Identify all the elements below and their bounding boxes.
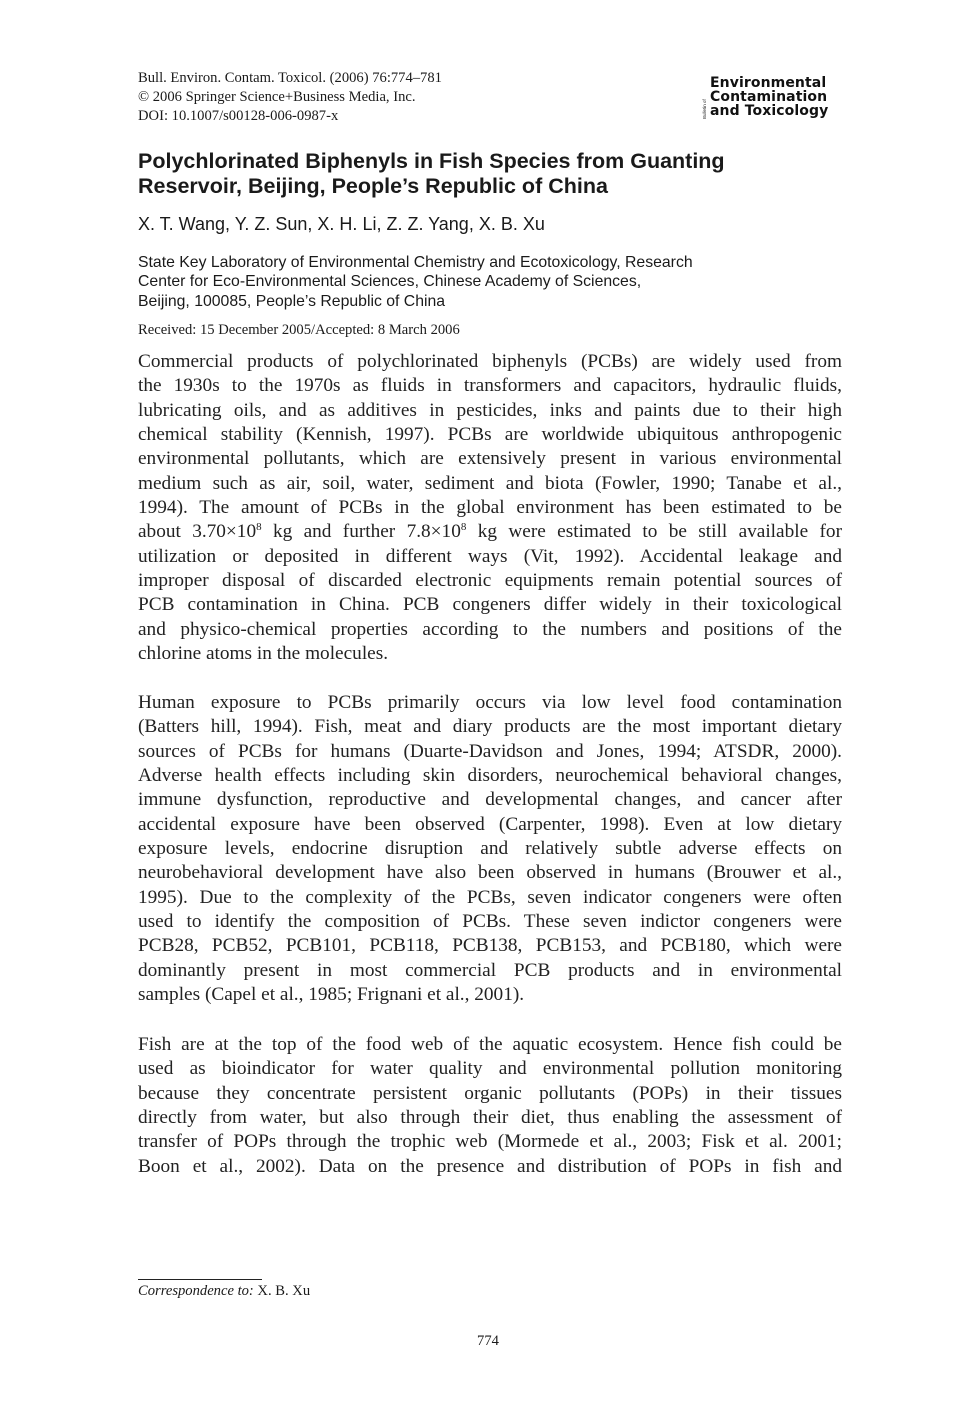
text-line: 1994). The amount of PCBs in the global environment has been estimated to be bbox=[138, 497, 842, 519]
correspondence-label: Correspondence to: bbox=[138, 1283, 254, 1299]
text-line: directly from water, but also through their diet, thus enabling the assessment of bbox=[138, 1107, 842, 1129]
text-line: accidental exposure have been observed (Carpenter, 1998). Even at low dietary bbox=[138, 813, 842, 835]
text-line: 1995). Due to the complexity of the PCBs, seven indicator congeners were often bbox=[138, 886, 842, 908]
text-line: utilization or deposited in different ways (Vit, 1992). Accidental leakage and bbox=[138, 545, 842, 567]
citation-line: Bull. Environ. Contam. Toxicol. (2006) 76:774–781 bbox=[138, 70, 442, 86]
superscript: 8 bbox=[460, 521, 467, 534]
authors: X. T. Wang, Y. Z. Sun, X. H. Li, Z. Z. Yang, X. B. Xu bbox=[138, 214, 545, 234]
text-line: PCB contamination in China. PCB congeners differ widely in their toxicological bbox=[138, 594, 842, 616]
citation-block bbox=[138, 69, 442, 126]
affiliation-line: Center for Eco-Environmental Sciences, Chinese Academy of Sciences, bbox=[138, 273, 642, 291]
title-line: Polychlorinated Biphenyls in Fish Species from Guanting bbox=[138, 149, 725, 173]
text-line: sources of PCBs for humans (Duarte-Davidson and Jones, 1994; ATSDR, 2000). bbox=[138, 740, 842, 762]
text-line: Fish are at the top of the food web of the aquatic ecosystem. Hence fish could be bbox=[138, 1034, 842, 1055]
text-line: used as bioindicator for water quality and environmental pollution monitoring bbox=[138, 1058, 842, 1080]
text-line: lubricating oils, and as additives in pesticides, inks and paints due to their high bbox=[138, 399, 842, 421]
journal-logo-line: Contamination bbox=[710, 89, 828, 106]
title-line: Reservoir, Beijing, People’s Republic of China bbox=[138, 173, 608, 198]
citation-line: DOI: 10.1007/s00128-006-0987-x bbox=[138, 108, 339, 124]
text-line: chlorine atoms in the molecules. bbox=[138, 643, 389, 665]
superscript: 8 bbox=[256, 521, 262, 534]
affiliation bbox=[138, 253, 693, 311]
paragraph-3 bbox=[138, 1033, 842, 1179]
text-line: because they concentrate persistent organic pollutants (POPs) in their tissues bbox=[138, 1082, 842, 1104]
correspondence-value: X. B. Xu bbox=[253, 1283, 311, 1299]
affiliation-line: Beijing, 100085, People’s Republic of China bbox=[138, 292, 446, 310]
text-line: Human exposure to PCBs primarily occurs via low level food contamination bbox=[138, 692, 842, 713]
correspondence-footnote bbox=[138, 1283, 310, 1300]
text-line: and physico-chemical properties according to the numbers and positions of the bbox=[138, 618, 842, 640]
citation-line: © 2006 Springer Science+Business Media, Inc. bbox=[138, 89, 416, 105]
text-line: the 1930s to the 1970s as fluids in transformers and capacitors, hydraulic fluids, bbox=[138, 375, 842, 397]
text-line: medium such as air, soil, water, sediment and biota (Fowler, 1990; Tanabe et al., bbox=[138, 472, 842, 494]
text-line: transfer of POPs through the trophic web (Mormede et al., 2003; Fisk et al. 2001; bbox=[138, 1131, 842, 1153]
text-line: dominantly present in most commercial PCB products and in environmental bbox=[138, 959, 842, 981]
text-line: improper disposal of discarded electronic equipments remain potential sources of bbox=[138, 570, 842, 592]
text-line: samples (Capel et al., 1985; Frignani et al., 2001). bbox=[138, 984, 525, 1006]
affiliation-line: State Key Laboratory of Environmental Chemistry and Ecotoxicology, Research bbox=[138, 254, 693, 271]
journal-logo-line: Environmental bbox=[710, 75, 827, 91]
text-span: kg and further 7.8×10 bbox=[261, 521, 461, 543]
text-line: Boon et al., 2002). Data on the presence and distribution of POPs in fish and bbox=[138, 1155, 842, 1177]
text-line: immune dysfunction, reproductive and developmental changes, and cancer after bbox=[138, 789, 842, 811]
journal-logo-words bbox=[710, 76, 828, 119]
footnote-rule bbox=[138, 1279, 262, 1280]
text-span: kg were estimated to be still available for bbox=[466, 521, 842, 543]
text-line: environmental pollutants, which are extensively present in various environmental bbox=[138, 448, 842, 470]
received-dates: Received: 15 December 2005/Accepted: 8 March 2006 bbox=[138, 322, 460, 338]
journal-logo-line: and Toxicology bbox=[710, 103, 829, 120]
text-line: Commercial products of polychlorinated biphenyls (PCBs) are widely used from bbox=[138, 351, 842, 372]
text-line: (Batters hill, 1994). Fish, meat and diary products are the most important dietary bbox=[138, 716, 842, 738]
paragraph-2 bbox=[138, 691, 842, 1007]
journal-logo-side-text: Bulletin of bbox=[702, 99, 707, 119]
text-line: chemical stability (Kennish, 1997). PCBs are worldwide ubiquitous anthropogenic bbox=[138, 424, 842, 446]
text-line: neurobehavioral development have also been observed in humans (Brouwer et al., bbox=[138, 862, 842, 884]
text-line: PCB28, PCB52, PCB101, PCB118, PCB138, PCB153, and PCB180, which were bbox=[138, 935, 842, 957]
text-span: about 3.70×10 bbox=[138, 521, 257, 543]
journal-logo bbox=[702, 76, 864, 120]
text-line: exposure levels, endocrine disruption and relatively subtle adverse effects on bbox=[138, 838, 842, 860]
paragraph-1 bbox=[138, 350, 842, 666]
text-line: Adverse health effects including skin disorders, neurochemical behavioral changes, bbox=[138, 765, 842, 787]
article-title bbox=[138, 149, 858, 198]
text-line: used to identify the composition of PCBs. These seven indictor congeners were bbox=[138, 911, 842, 933]
text-line bbox=[138, 520, 842, 544]
page-number: 774 bbox=[477, 1333, 499, 1349]
